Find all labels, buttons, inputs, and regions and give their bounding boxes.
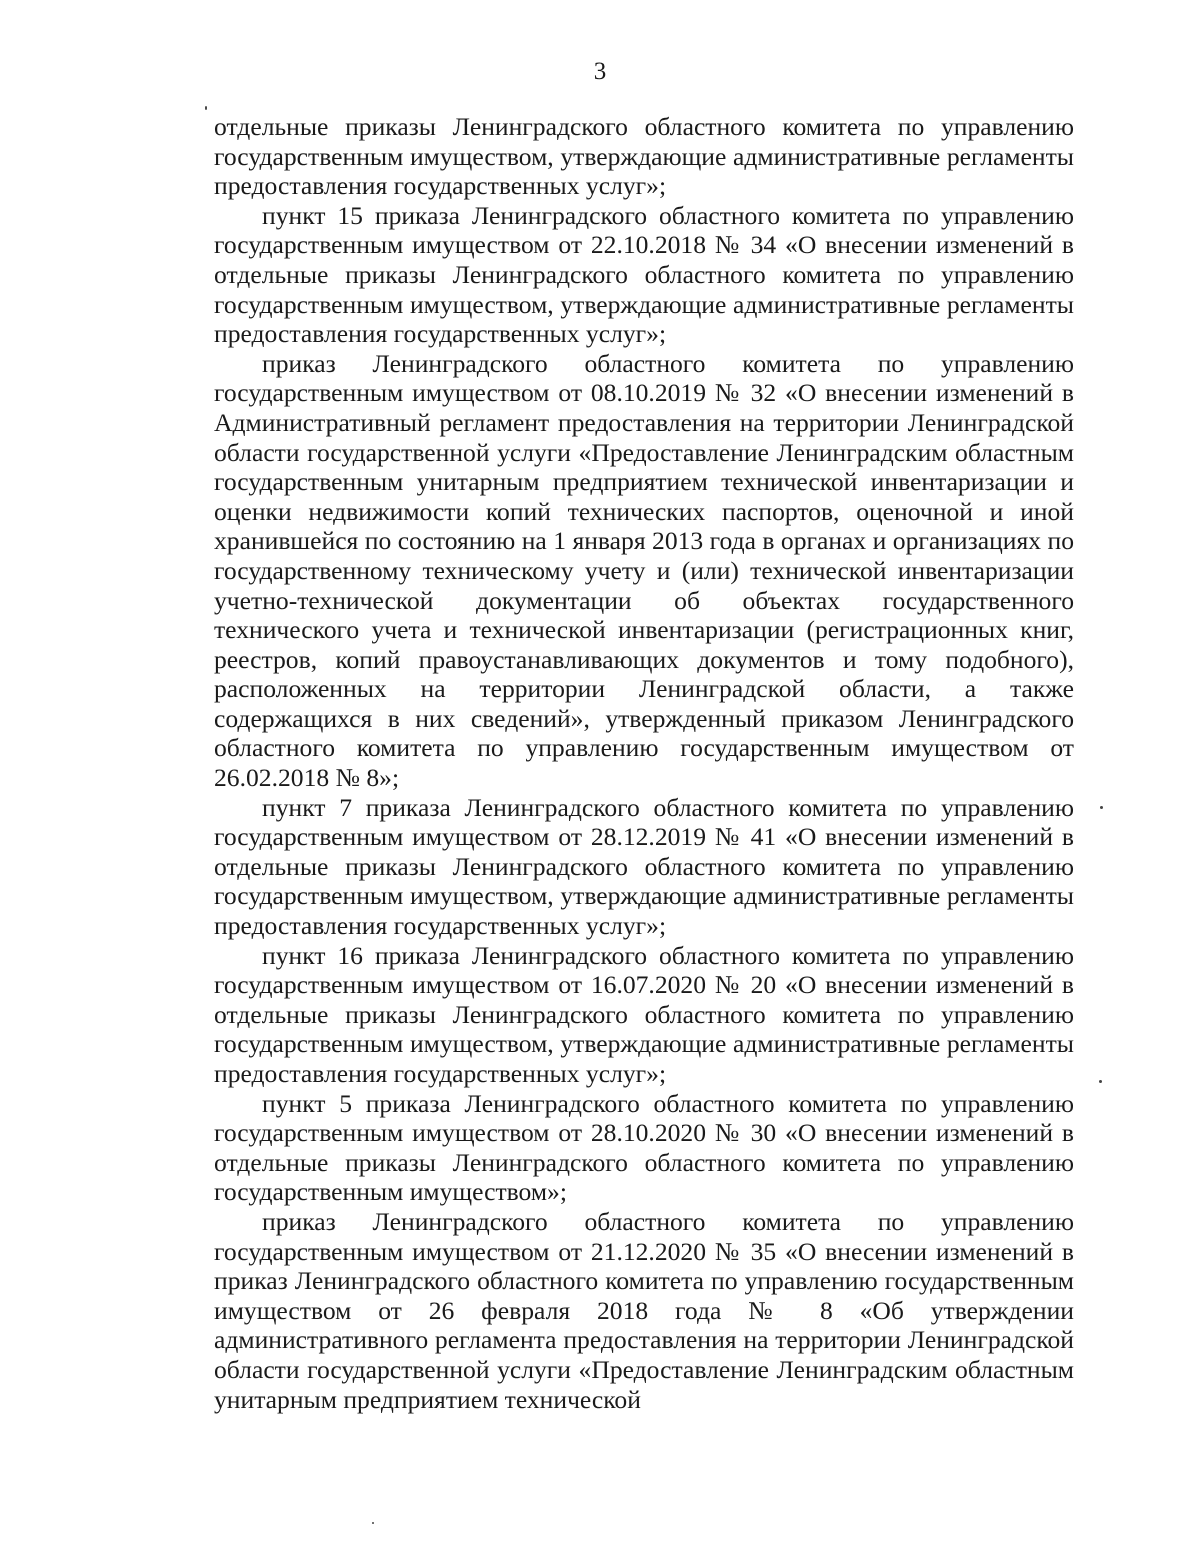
scan-speck	[1099, 1080, 1102, 1083]
paragraph: пункт 7 приказа Ленинградского областного комитета по управлению государственным имуществом от 28.12.2019 № 41 «О внесении изменений в отдельные приказы Ленинградского областного комитета по управлению государственным имуществом, утверждающие административные регламенты предоставления государственных услуг»;	[214, 792, 1074, 941]
paragraph: пункт 5 приказа Ленинградского областного комитета по управлению государственным имуществом от 28.10.2020 № 30 «О внесении изменений в отдельные приказы Ленинградского областного комитета по управлению государственным имуществом»;	[214, 1088, 1074, 1207]
page-number: 3	[593, 58, 607, 85]
paragraph: пункт 16 приказа Ленинградского областного комитета по управлению государственным имуществом от 16.07.2020 № 20 «О внесении изменений в отдельные приказы Ленинградского областного комитета по управлению государственным имуществом, утверждающие административные регламенты предоставления государственных услуг»;	[214, 940, 1074, 1088]
document-body	[214, 112, 1074, 1414]
scan-speck	[1100, 806, 1103, 809]
paragraph: приказ Ленинградского областного комитета по управлению государственным имуществом от 08.10.2019 № 32 «О внесении изменений в Административный регламент предоставления на территории Ленинградской области государственной услуги «Предоставление Ленинградским областным государственным унитарным предприятием технической инвентаризации и оценки недвижимости копий технических паспортов, оценочной и иной хранившейся по состоянию на 1 января 2013 года в органах и организациях по государственному техническому учету и (или) технической инвентаризации учетно-технической документации об объектах государственного технического учета и технической инвентаризации (регистрационных книг, реестров, копий правоустанавливающих документов и тому подобного), расположенных на территории Ленинградской области, а также содержащихся в них сведений», утвержденный приказом Ленинградского областного комитета по управлению государственным имуществом от 26.02.2018 № 8»;	[214, 348, 1074, 793]
paragraph: пункт 15 приказа Ленинградского областного комитета по управлению государственным имуществом от 22.10.2018 № 34 «О внесении изменений в отдельные приказы Ленинградского областного комитета по управлению государственным имуществом, утверждающие административные регламенты предоставления государственных услуг»;	[214, 200, 1074, 349]
paragraph-continuation: отдельные приказы Ленинградского областного комитета по управлению государственным имуществом, утверждающие административные регламенты предоставления государственных услуг»;	[214, 112, 1074, 201]
scan-speck	[205, 106, 207, 110]
scan-speck	[372, 1522, 374, 1524]
paragraph: приказ Ленинградского областного комитета по управлению государственным имуществом от 21.12.2020 № 35 «О внесении изменений в приказ Ленинградского областного комитета по управлению государственным имуществом от 26 февраля 2018 года № 8 «Об утверждении административного регламента предоставления на территории Ленинградской области государственной услуги «Предоставление Ленинградским областным унитарным предприятием технической	[214, 1206, 1074, 1414]
